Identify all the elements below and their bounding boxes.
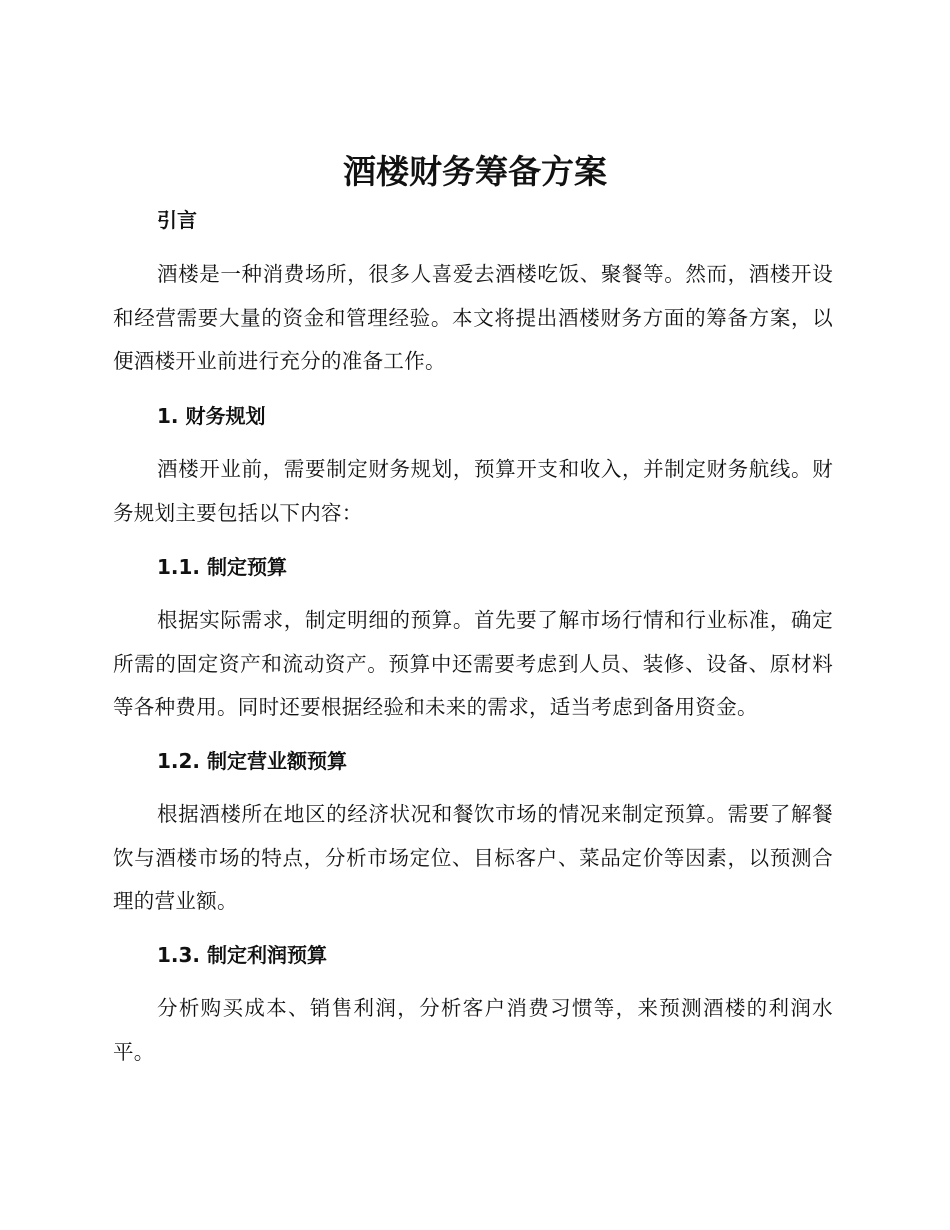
section-heading-revenue-budget: 1.2. 制定营业额预算 (157, 749, 347, 773)
section-heading-financial-planning: 1. 财务规划 (157, 404, 266, 428)
section-heading-intro: 引言 (157, 208, 197, 232)
document-title: 酒楼财务筹备方案 (343, 152, 607, 191)
paragraph-profit-budget: 分析购买成本、销售利润，分析客户消费习惯等，来预测酒楼的利润水平。 (113, 996, 833, 1064)
section-heading-budget: 1.1. 制定预算 (157, 555, 287, 579)
paragraph-financial-planning: 酒楼开业前，需要制定财务规划，预算开支和收入，并制定财务航线。财务规划主要包括以下内容： (113, 457, 833, 525)
paragraph-revenue-budget: 根据酒楼所在地区的经济状况和餐饮市场的情况来制定预算。需要了解餐饮与酒楼市场的特点，分析市场定位、目标客户、菜品定价等因素，以预测合理的营业额。 (113, 802, 833, 913)
paragraph-intro: 酒楼是一种消费场所，很多人喜爱去酒楼吃饭、聚餐等。然而，酒楼开设和经营需要大量的资金和管理经验。本文将提出酒楼财务方面的筹备方案，以便酒楼开业前进行充分的准备工作。 (113, 262, 833, 373)
section-heading-profit-budget: 1.3. 制定利润预算 (157, 943, 327, 967)
paragraph-budget: 根据实际需求，制定明细的预算。首先要了解市场行情和行业标准，确定所需的固定资产和流动资产。预算中还需要考虑到人员、装修、设备、原材料等各种费用。同时还要根据经验和未来的需求，适当考虑到备用资金。 (113, 608, 833, 719)
